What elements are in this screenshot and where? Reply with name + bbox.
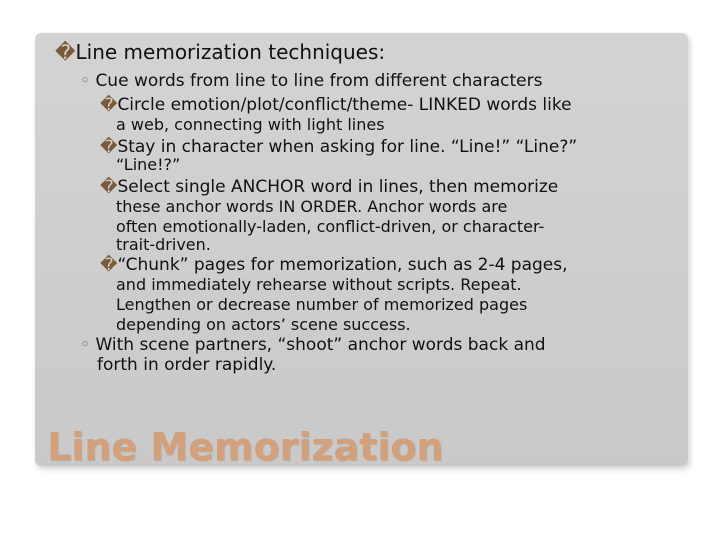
tertiary-item-2 bbox=[100, 137, 577, 157]
tertiary-text: Circle emotion/plot/conflict/theme- LINKED words like bbox=[117, 95, 572, 115]
tertiary-continuation: and immediately rehearse without scripts. Repeat. bbox=[116, 275, 522, 294]
tertiary-text: Stay in character when asking for line. “Line!” “Line?” bbox=[117, 137, 578, 157]
tertiary-bullet-icon: � bbox=[100, 95, 118, 115]
tertiary-bullet-icon: � bbox=[100, 137, 118, 157]
slide-title: Line Memorization bbox=[47, 425, 444, 469]
tertiary-text: Select single ANCHOR word in lines, then memorize bbox=[117, 177, 559, 197]
tertiary-continuation: Lengthen or decrease number of memorized pages bbox=[116, 295, 528, 314]
heading-bullet-icon: � bbox=[55, 40, 76, 64]
sub-bullet-icon: ◦ bbox=[80, 71, 91, 91]
tertiary-item-4 bbox=[100, 255, 568, 275]
sub-item-1 bbox=[80, 71, 542, 91]
tertiary-bullet-icon: � bbox=[100, 177, 118, 197]
tertiary-continuation: depending on actors’ scene success. bbox=[116, 315, 411, 334]
tertiary-continuation: often emotionally-laden, conflict-driven, or character- bbox=[116, 217, 545, 236]
tertiary-bullet-icon: � bbox=[100, 255, 118, 275]
sub-item-2 bbox=[80, 335, 546, 355]
sub-bullet-icon: ◦ bbox=[80, 335, 91, 355]
tertiary-continuation: “Line!?” bbox=[116, 155, 181, 174]
tertiary-continuation: trait-driven. bbox=[116, 235, 211, 254]
sub-item-text: With scene partners, “shoot” anchor words back and bbox=[95, 335, 546, 355]
heading-text: Line memorization techniques: bbox=[75, 40, 386, 64]
tertiary-text: “Chunk” pages for memorization, such as 2-4 pages, bbox=[117, 255, 568, 275]
heading-line bbox=[55, 40, 385, 64]
sub-item-continuation: forth in order rapidly. bbox=[97, 355, 277, 375]
sub-item-text: Cue words from line to line from different characters bbox=[95, 71, 543, 91]
tertiary-item-1 bbox=[100, 95, 572, 115]
tertiary-continuation: these anchor words IN ORDER. Anchor words are bbox=[116, 197, 508, 216]
tertiary-continuation: a web, connecting with light lines bbox=[116, 115, 385, 134]
tertiary-item-3 bbox=[100, 177, 558, 197]
